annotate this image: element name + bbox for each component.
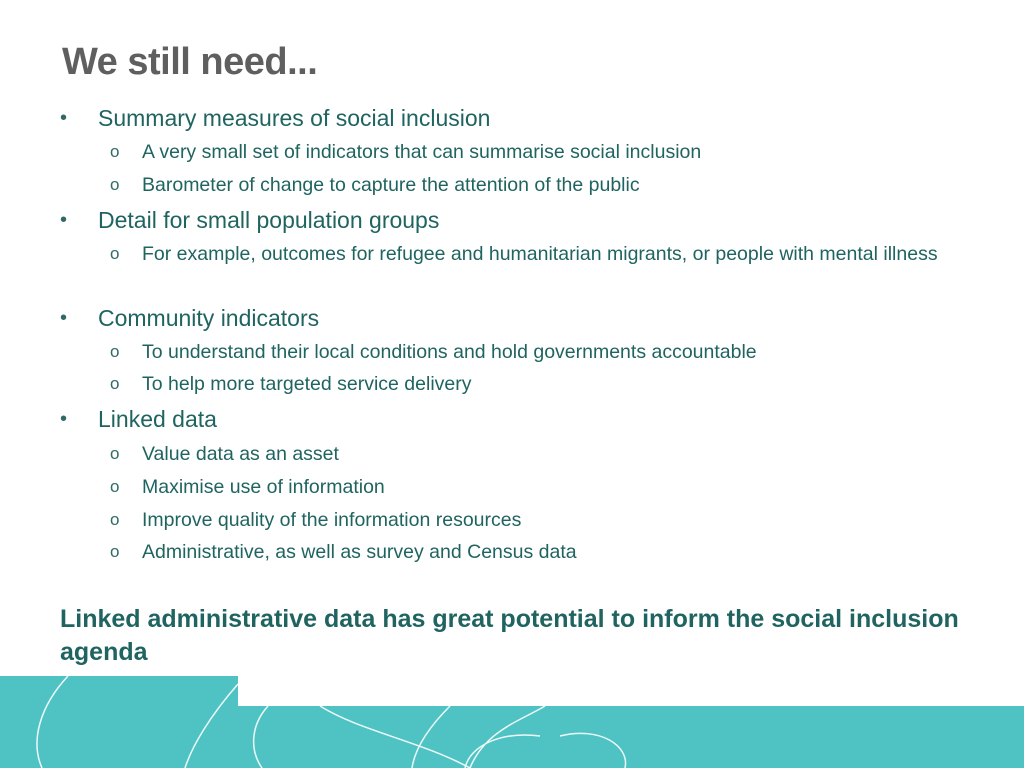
sub-bullet-item: Value data as an asset <box>142 443 339 465</box>
bullet-marker: • <box>60 209 68 231</box>
sub-bullet-item: To understand their local conditions and hold governments accountable <box>142 341 757 363</box>
sub-bullet-marker: o <box>110 444 120 463</box>
slide-title: We still need... <box>62 41 318 83</box>
sub-bullet-marker: o <box>110 510 120 529</box>
bullet-item: Community indicators <box>98 305 320 331</box>
bullet-item: Detail for small population groups <box>98 207 440 233</box>
sub-bullet-marker: o <box>110 142 120 161</box>
bullet-marker: • <box>60 408 68 430</box>
bullet-item: Summary measures of social inclusion <box>98 105 491 131</box>
sub-bullet-marker: o <box>110 477 120 496</box>
bullet-marker: • <box>60 107 68 129</box>
bullet-item: Linked data <box>98 406 217 432</box>
sub-bullet-marker: o <box>110 374 120 393</box>
sub-bullet-item: To help more targeted service delivery <box>142 373 472 395</box>
sub-bullet-item: Barometer of change to capture the attention of the public <box>142 174 640 196</box>
sub-bullet-marker: o <box>110 342 120 361</box>
sub-bullet-marker: o <box>110 244 120 263</box>
sub-bullet-item: Administrative, as well as survey and Census data <box>142 541 577 563</box>
sub-bullet-item: Maximise use of information <box>142 476 385 498</box>
conclusion-statement: Linked administrative data has great potential to inform the social inclusion agenda <box>60 605 959 666</box>
decorative-footer-band <box>0 676 1024 768</box>
sub-bullet-item: For example, outcomes for refugee and humanitarian migrants, or people with mental illness <box>142 243 938 265</box>
sub-bullet-item: A very small set of indicators that can summarise social inclusion <box>142 141 702 163</box>
sub-bullet-marker: o <box>110 175 120 194</box>
bullet-marker: • <box>60 307 68 329</box>
sub-bullet-item: Improve quality of the information resources <box>142 509 522 531</box>
sub-bullet-marker: o <box>110 542 120 561</box>
